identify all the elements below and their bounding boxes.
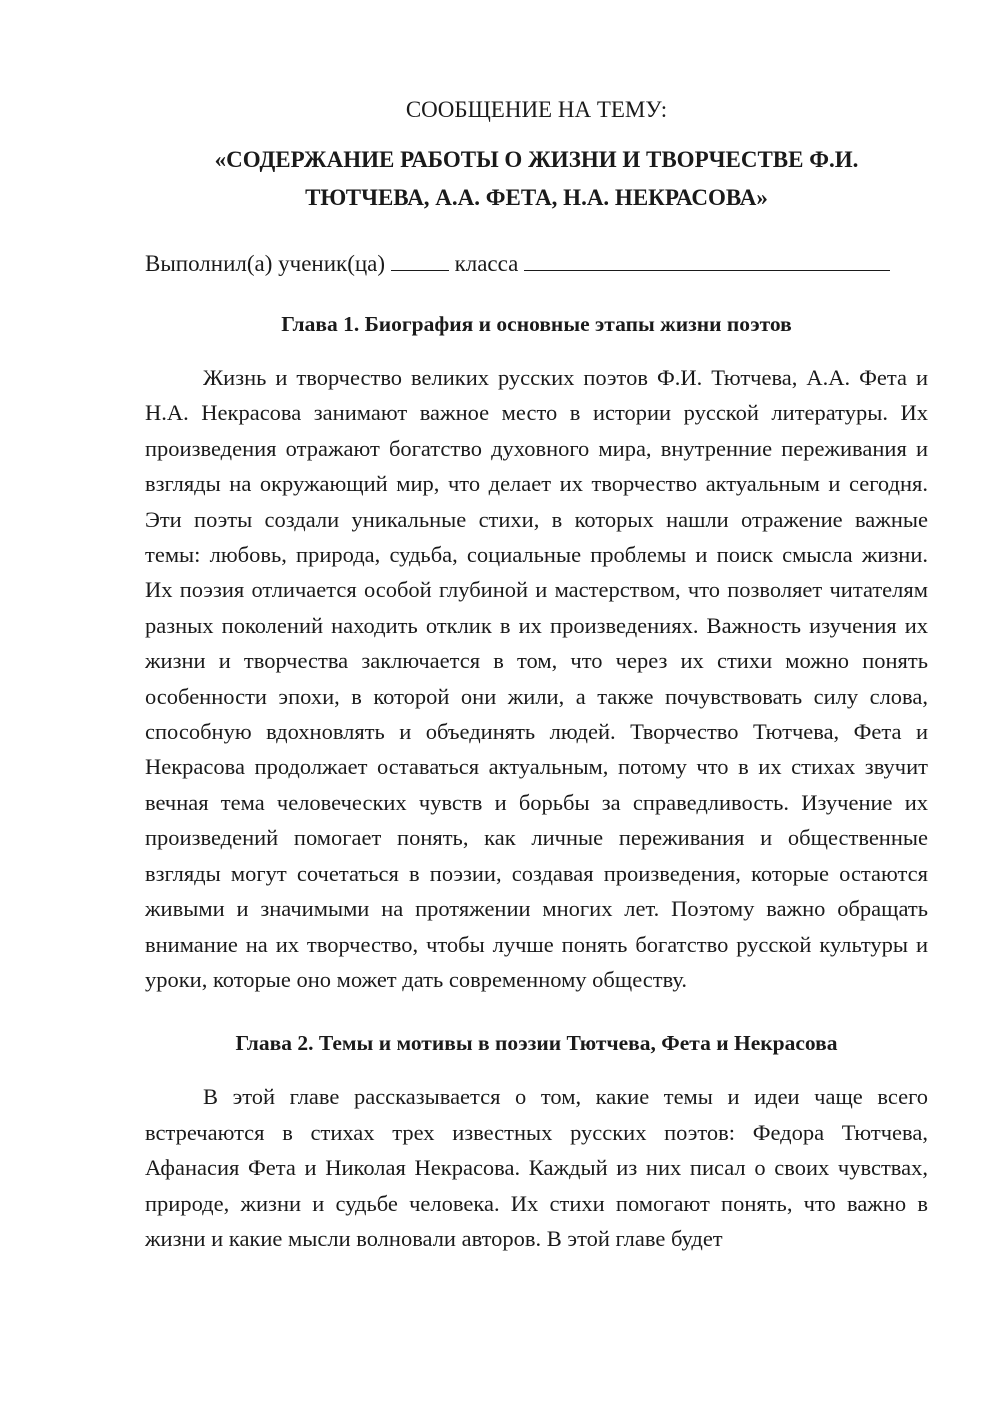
document-header: СООБЩЕНИЕ НА ТЕМУ: [405, 97, 668, 122]
document-title-line-2: ТЮТЧЕВА, А.А. ФЕТА, Н.А. НЕКРАСОВА» [305, 185, 768, 210]
grade-blank [391, 246, 449, 271]
document-content [145, 92, 928, 1256]
author-prefix: Выполнил(а) ученик(ца) [145, 251, 386, 276]
name-blank [524, 246, 890, 271]
document-title-line-1: «СОДЕРЖАНИЕ РАБОТЫ О ЖИЗНИ И ТВОРЧЕСТВЕ Ф.И. [214, 147, 859, 172]
class-label: класса [454, 251, 519, 276]
author-line [145, 246, 928, 282]
chapter-1-heading: Глава 1. Биография и основные этапы жизни поэтов [281, 312, 792, 336]
chapter-2-paragraph: В этой главе рассказывается о том, какие темы и идеи чаще всего встречаются в стихах трех известных русских поэтов: Федора Тютчева, Афанасия Фета и Николая Некрасова. Каждый из них писал о своих чувствах, природе, жизни и судьбе человека. Их стихи помогают понять, что важно в жизни и какие мысли волновали авторов. В этой главе будет [145, 1084, 928, 1251]
chapter-2-heading: Глава 2. Темы и мотивы в поэзии Тютчева, Фета и Некрасова [235, 1031, 838, 1056]
chapter-1-paragraph: Жизнь и творчество великих русских поэтов Ф.И. Тютчева, А.А. Фета и Н.А. Некрасова занимают важное место в истории русской литературы. Их произведения отражают богатство духовного мира, внутренние переживания и взгляды на окружающий мир, что делает их творчество актуальным и сегодня. Эти поэты создали уникальные стихи, в которых нашли отражение важные темы: любовь, природа, судьба, социальные проблемы и поиск смысла жизни. Их поэзия отличается особой глубиной и мастерством, что позволяет читателям разных поколений находить отклик в их произведениях. Важность изучения их жизни и творчества заключается в том, что через их стихи можно понять особенности эпохи, в которой они жили, а также почувствовать силу слова, способную вдохновлять и объединять людей. Творчество Тютчева, Фета и Некрасова продолжает оставаться актуальным, потому что в их стихах звучит вечная тема человеческих чувств и борьбы за справедливость. Изучение их произведений помогает понять, как личные переживания и общественные взгляды могут сочетаться в поэзии, создавая произведения, которые остаются живыми и значимыми на протяжении многих лет. Поэтому важно обращать внимание на их творчество, чтобы лучше понять богатство русской культуры и уроки, которые оно может дать современному обществу. [145, 365, 928, 992]
